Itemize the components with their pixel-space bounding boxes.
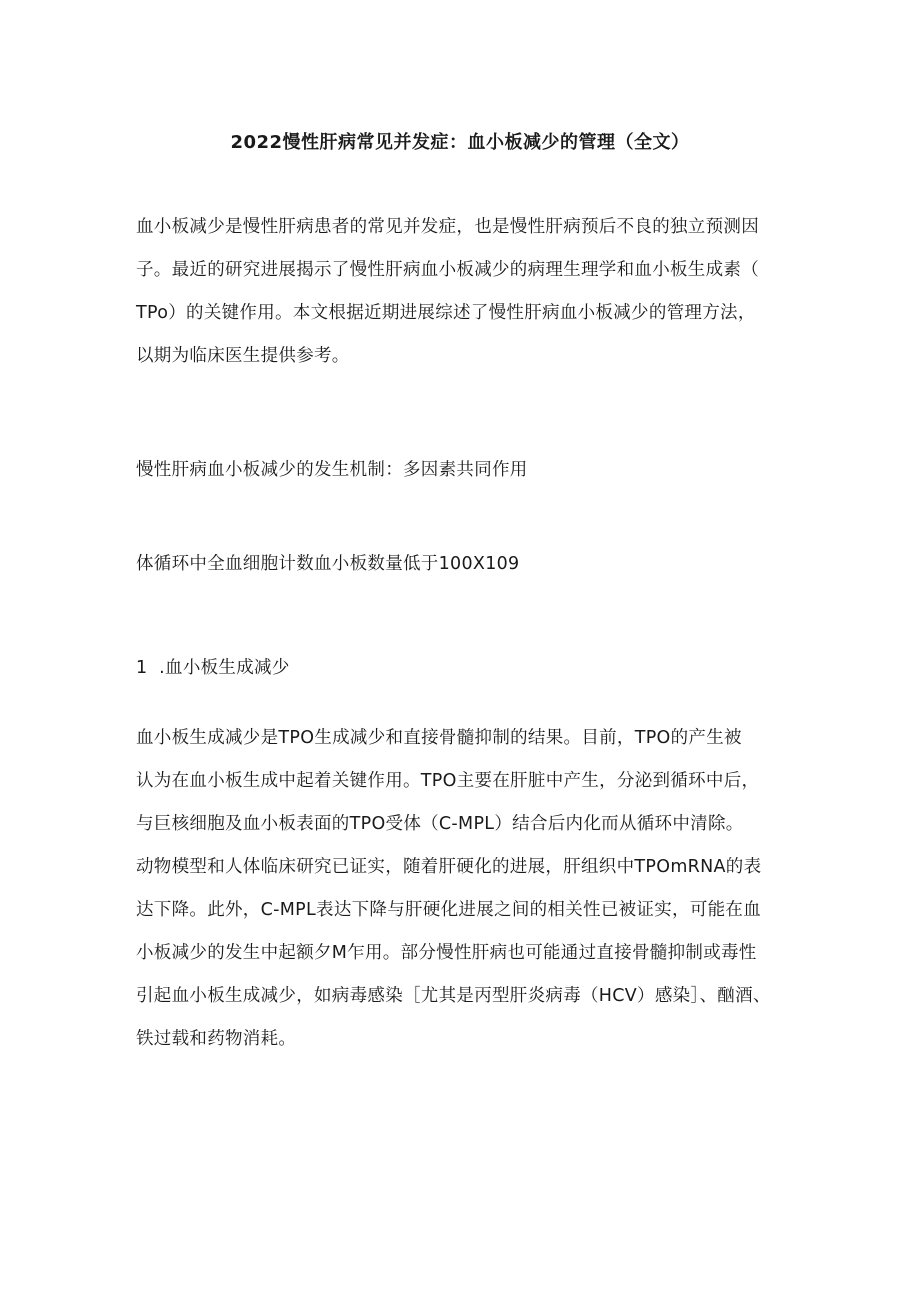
body-line: 小板减少的发生中起额夕M乍用。部分慢性肝病也可能通过直接骨髓抑制或毒性 xyxy=(136,943,757,963)
body-line: 认为在血小板生成中起着关键作用。TPO主要在肝脏中产生，分泌到循环中后， xyxy=(136,771,760,791)
intro-line: 血小板减少是慢性肝病患者的常见并发症，也是慢性肝病预后不良的独立预测因 xyxy=(136,217,759,237)
body-line: 血小板生成减少是TPO生成减少和直接骨髓抑制的结果。目前，TPO的产生被 xyxy=(136,728,742,748)
section-heading: 慢性肝病血小板减少的发生机制：多因素共同作用 xyxy=(136,460,528,480)
definition-text: 体循环中全血细胞计数血小板数量低于100X109 xyxy=(136,554,520,574)
body-paragraph xyxy=(136,727,796,1071)
subsection-heading: 1 .血小板生成减少 xyxy=(136,658,290,678)
body-line: 铁过载和药物消耗。 xyxy=(136,1029,297,1049)
intro-line: TPo）的关键作用。本文根据近期进展综述了慢性肝病血小板减少的管理方法， xyxy=(136,303,756,323)
document-title: 2022慢性肝病常见并发症：血小板减少的管理（全文） xyxy=(230,132,690,153)
intro-line: 子。最近的研究进展揭示了慢性肝病血小板减少的病理生理学和血小板生成素（ xyxy=(136,260,759,280)
body-line: 与巨核细胞及血小板表面的TPO受体（C-MPL）结合后内化而从循环中清除。 xyxy=(136,814,744,834)
body-line: 达下降。此外，C-MPL表达下降与肝硬化进展之间的相关性已被证实，可能在血 xyxy=(136,900,762,920)
body-line: 引起血小板生成减少，如病毒感染［尤其是丙型肝炎病毒（HCV）感染］、酗酒、 xyxy=(136,986,771,1006)
body-line: 动物模型和人体临床研究已证实，随着肝硬化的进展，肝组织中TPOmRNA的表 xyxy=(136,857,762,877)
intro-line: 以期为临床医生提供参考。 xyxy=(136,346,350,366)
intro-paragraph xyxy=(136,216,796,388)
